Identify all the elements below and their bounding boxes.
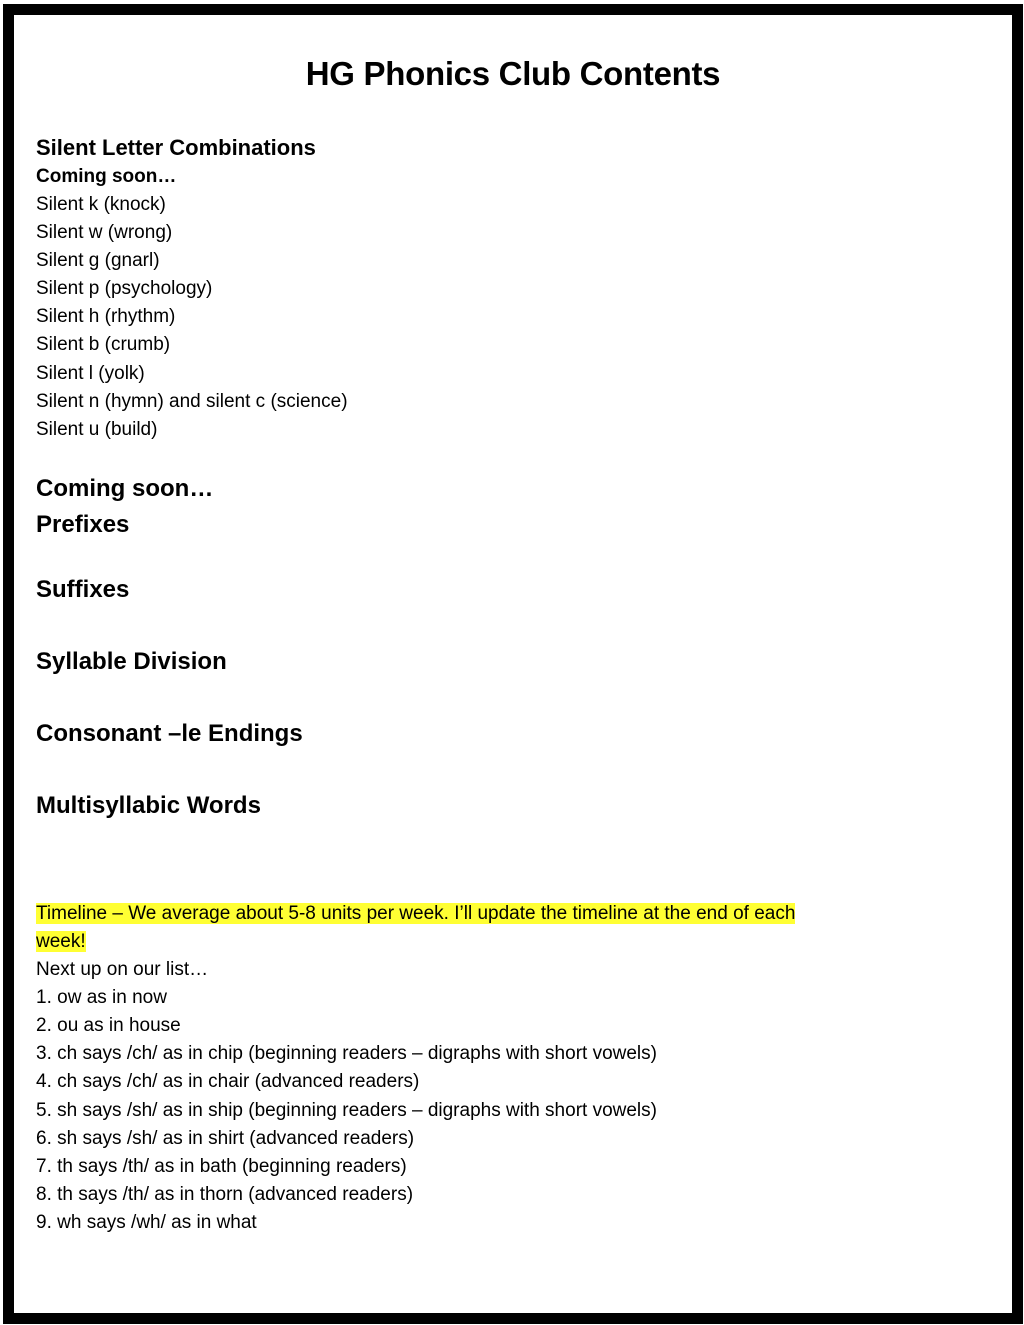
silent-letter-section xyxy=(36,133,976,444)
list-item: 7. th says /th/ as in bath (beginning readers) xyxy=(36,1155,407,1177)
topic-suffixes: Suffixes xyxy=(36,575,130,603)
list-item: 6. sh says /sh/ as in shirt (advanced readers) xyxy=(36,1127,415,1149)
list-item: Silent u (build) xyxy=(36,418,158,440)
list-item: 3. ch says /ch/ as in chip (beginning readers – digraphs with short vowels) xyxy=(36,1043,657,1065)
topic-prefixes: Prefixes xyxy=(36,510,130,538)
list-item: 9. wh says /wh/ as in what xyxy=(36,1211,257,1233)
next-up-label: Next up on our list… xyxy=(36,959,209,981)
list-item: 1. ow as in now xyxy=(36,987,167,1009)
list-item: Silent n (hymn) and silent c (science) xyxy=(36,390,348,412)
list-item: Silent p (psychology) xyxy=(36,278,213,300)
timeline-highlight-line2: week! xyxy=(36,930,86,952)
contents-body xyxy=(36,133,976,1237)
list-item: 5. sh says /sh/ as in ship (beginning readers – digraphs with short vowels) xyxy=(36,1099,657,1121)
list-item: Silent l (yolk) xyxy=(36,362,145,384)
timeline-note xyxy=(36,900,908,956)
upcoming-section xyxy=(36,471,976,824)
section-heading-silent-letters: Silent Letter Combinations xyxy=(36,135,316,160)
list-item: Silent h (rhythm) xyxy=(36,306,176,328)
timeline-highlight-line1: Timeline – We average about 5-8 units per week. I’ll update the timeline at the end of each xyxy=(36,902,796,924)
list-item: 4. ch says /ch/ as in chair (advanced readers) xyxy=(36,1071,420,1093)
list-item: 8. th says /th/ as in thorn (advanced readers) xyxy=(36,1183,414,1205)
topic-multisyllabic-words: Multisyllabic Words xyxy=(36,791,261,819)
list-item: Silent w (wrong) xyxy=(36,222,173,244)
list-item: Silent g (gnarl) xyxy=(36,250,160,272)
timeline-section xyxy=(36,900,976,1237)
list-item: 2. ou as in house xyxy=(36,1015,181,1037)
upcoming-coming-soon: Coming soon… xyxy=(36,474,214,502)
silent-coming-soon: Coming soon… xyxy=(36,166,177,187)
topic-consonant-le-endings: Consonant –le Endings xyxy=(36,719,303,747)
list-item: Silent b (crumb) xyxy=(36,334,171,356)
page-title: HG Phonics Club Contents xyxy=(305,55,721,92)
topic-syllable-division: Syllable Division xyxy=(36,647,227,675)
list-item: Silent k (knock) xyxy=(36,194,166,215)
page-frame xyxy=(3,4,1023,1324)
